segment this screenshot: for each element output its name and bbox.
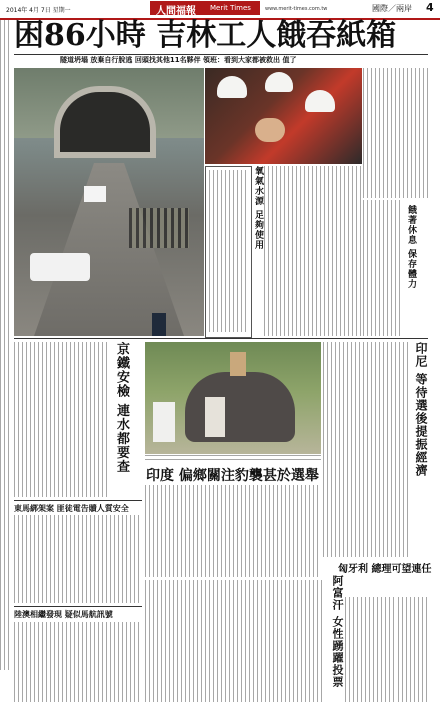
side-title-rest: 餓著休息 保存體力 [406,205,416,290]
page-number: 4 [426,1,434,14]
indonesia-headline: 印尼 等待選後提振經濟 [414,342,428,478]
logo-english: Merit Times [210,4,251,12]
hungary-headline: 匈牙利 總理可望連任 [338,564,432,575]
police-car [30,253,90,281]
lead-story-body-right [363,68,428,198]
person-white-shirt [153,402,175,442]
logo-text: 人間福報 [156,6,196,17]
helmet-2 [265,72,293,92]
mh370-body [14,622,142,702]
side-title-oxygen: 氧氣水源 足夠使用 [253,166,263,251]
rescuers-photo [205,68,362,164]
crowd [129,208,189,248]
masthead [0,0,440,20]
voter-person [205,397,225,437]
india-headline: 印度 偏鄉關注豹襲甚於選舉 [146,468,319,484]
afghan-body [345,597,395,702]
rescued-worker [255,118,285,142]
section-label: 國際／兩岸 [372,4,412,13]
lead-story-body-lower [363,200,403,336]
issue-date: 2014年 4月 7日 星期一 [6,7,71,14]
left-text-column [0,20,12,670]
lead-story-body [264,166,362,336]
tunnel-portal [54,86,156,158]
caption-text [209,170,248,332]
ambulance [84,186,106,202]
lead-headline: 困86小時 吉林工人餓吞紙箱 [14,18,397,53]
kidnap-headline: 東馬綁架案 匪徒電告贖人質安全 [14,503,129,513]
divider-2 [14,500,142,501]
jingtie-headline: 京鐵安檢 連水都要查 [114,342,129,474]
elephant [185,372,295,442]
mahout [230,352,246,376]
helmet-3 [305,90,335,112]
india-body-lower [145,580,325,702]
website-url: www.merit-times.com.tw [265,6,328,12]
tunnel-road [34,163,184,336]
kidnap-body [14,515,142,603]
helmet-1 [217,76,247,98]
headline-rule [14,54,428,55]
jingtie-body [14,342,109,497]
lead-subhead: 隧道坍塌 放棄自行脫逃 回頭找其他11名夥伴 領班：看到大家都被救出 值了 [60,56,297,64]
policeman [152,313,166,336]
divider-3 [14,606,142,607]
mh370-headline: 陸澳相繼發現 疑似馬航訊號 [14,609,113,619]
india-caption-line [145,455,321,460]
newspaper-logo [150,1,260,15]
section-divider [14,338,428,339]
hungary-body [398,597,428,702]
tunnel-rescue-photo [14,68,204,336]
rescue-photo-caption [205,166,252,338]
india-body [145,485,321,577]
indonesia-body [323,342,411,557]
afghan-headline: 阿富汗 女性踴躍投票 [331,575,344,688]
india-photo-caption [145,455,321,461]
india-elephant-photo [145,342,321,454]
